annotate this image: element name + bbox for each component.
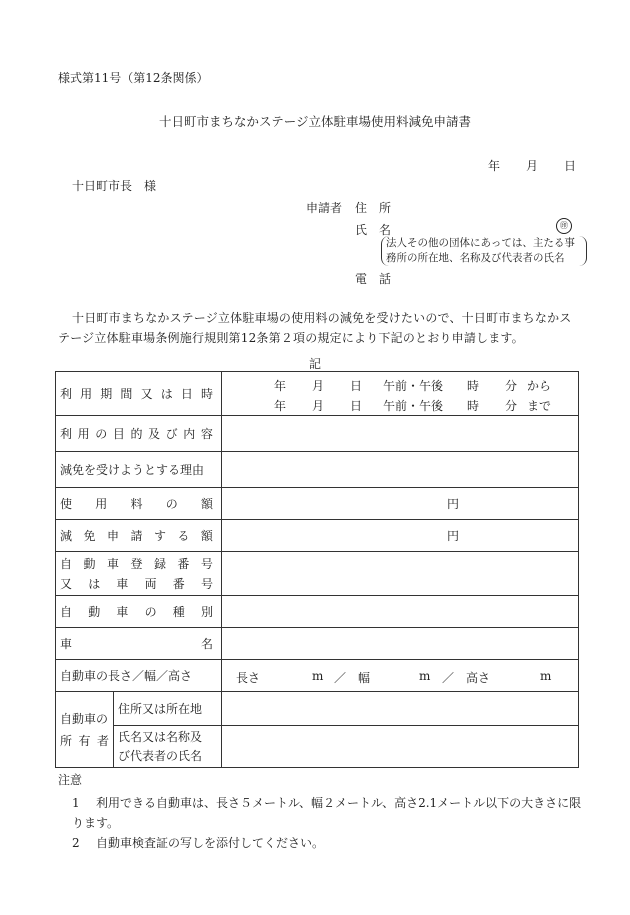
note-number: 2 bbox=[72, 836, 80, 850]
fee-label-cell bbox=[56, 488, 222, 520]
owner-name-label-line1: 氏名又は名称及 bbox=[118, 729, 203, 744]
period-minute-1: 分 bbox=[505, 378, 518, 393]
note-item-1 bbox=[72, 793, 582, 833]
period-minute-2: 分 bbox=[505, 398, 518, 413]
owner-address-label-cell bbox=[114, 692, 222, 726]
table-row bbox=[56, 596, 579, 628]
owner-label-line2: 所 有 者 bbox=[60, 733, 109, 748]
period-hour-2: 時 bbox=[467, 398, 480, 413]
application-table bbox=[55, 371, 579, 768]
car-name-label-cell bbox=[56, 628, 222, 660]
reduction-label-cell bbox=[56, 520, 222, 552]
table-row bbox=[56, 488, 579, 520]
size-label: 自動車の長さ／幅／高さ bbox=[60, 669, 193, 683]
period-from: から bbox=[527, 378, 552, 393]
reason-label-cell bbox=[56, 452, 222, 488]
period-label-cell bbox=[56, 372, 222, 416]
period-value-cell[interactable] bbox=[222, 372, 579, 416]
period-ampm-1: 午前・午後 bbox=[383, 378, 444, 393]
fee-value-cell[interactable] bbox=[222, 488, 579, 520]
seal-mark-icon: ㊞ bbox=[556, 218, 572, 234]
car-name-label: 車 名 bbox=[60, 637, 213, 651]
owner-name-value-cell[interactable] bbox=[222, 726, 579, 768]
size-label-cell bbox=[56, 660, 222, 692]
period-until: まで bbox=[527, 398, 552, 413]
owner-address-label: 住所又は所在地 bbox=[118, 702, 203, 716]
table-row bbox=[56, 692, 579, 726]
date-day: 日 bbox=[564, 159, 577, 173]
reason-label: 減免を受けようとする理由 bbox=[60, 463, 205, 477]
size-m3: m bbox=[540, 669, 552, 683]
note-text: 利用できる自動車は、長さ５メートル、幅２メートル、高さ2.1メートル以下の大きさに限ります。 bbox=[72, 796, 582, 830]
purpose-value-cell[interactable] bbox=[222, 416, 579, 452]
period-label: 利 用 期 間 又 は 日 時 bbox=[60, 387, 213, 401]
owner-name-label-cell bbox=[114, 726, 222, 768]
table-row bbox=[56, 628, 579, 660]
applicant-phone-label: 電 話 bbox=[355, 272, 392, 286]
reduction-unit: 円 bbox=[446, 529, 459, 543]
application-body-text: 十日町市まちなかステージ立体駐車場の使用料の減免を受けたいので、十日町市まちなかステージ立体駐車場条例施行規則第12条第２項の規定により下記のとおり申請します。 bbox=[58, 311, 572, 345]
note-text: 自動車検査証の写しを添付してください。 bbox=[96, 836, 325, 850]
applicant-label: 申請者 bbox=[306, 201, 343, 215]
table-row bbox=[56, 552, 579, 596]
reason-value-cell[interactable] bbox=[222, 452, 579, 488]
reduction-value-cell[interactable] bbox=[222, 520, 579, 552]
owner-name-label-line2: び代表者の氏名 bbox=[118, 748, 203, 763]
car-name-value-cell[interactable] bbox=[222, 628, 579, 660]
size-m1: m bbox=[312, 669, 324, 683]
reduction-label: 減 免 申 請 す る 額 bbox=[60, 529, 213, 543]
period-day-1: 日 bbox=[350, 378, 363, 393]
notes-title: 注意 bbox=[58, 773, 83, 787]
period-month-2: 月 bbox=[312, 398, 325, 413]
note-number: 1 bbox=[72, 796, 80, 810]
size-sep1: ／ bbox=[334, 671, 347, 685]
registration-label-line1: 自 動 車 登 録 番 号 bbox=[60, 556, 213, 571]
size-width-label: 幅 bbox=[358, 671, 371, 685]
table-row bbox=[56, 452, 579, 488]
purpose-label: 利 用 の 目 的 及 び 内 容 bbox=[60, 427, 213, 441]
size-length-label: 長さ bbox=[236, 671, 261, 685]
fee-unit: 円 bbox=[446, 497, 459, 511]
note-item-2 bbox=[72, 833, 582, 853]
owner-address-value-cell[interactable] bbox=[222, 692, 579, 726]
table-row bbox=[56, 416, 579, 452]
size-value-cell[interactable] bbox=[222, 660, 579, 692]
type-label-cell bbox=[56, 596, 222, 628]
date-month: 月 bbox=[526, 159, 539, 173]
owner-label-cell bbox=[56, 692, 114, 768]
registration-label-cell bbox=[56, 552, 222, 596]
period-month-1: 月 bbox=[312, 378, 325, 393]
period-day-2: 日 bbox=[350, 398, 363, 413]
table-row bbox=[56, 726, 579, 768]
table-row bbox=[56, 372, 579, 416]
registration-value-cell[interactable] bbox=[222, 552, 579, 596]
size-sep2: ／ bbox=[442, 671, 455, 685]
period-year-1: 年 bbox=[274, 378, 287, 393]
period-hour-1: 時 bbox=[467, 378, 480, 393]
table-row bbox=[56, 520, 579, 552]
table-row bbox=[56, 660, 579, 692]
period-year-2: 年 bbox=[274, 398, 287, 413]
purpose-label-cell bbox=[56, 416, 222, 452]
period-ampm-2: 午前・午後 bbox=[383, 398, 444, 413]
type-value-cell[interactable] bbox=[222, 596, 579, 628]
date-year: 年 bbox=[488, 159, 501, 173]
addressee: 十日町市長 様 bbox=[72, 179, 157, 193]
size-m2: m bbox=[419, 669, 431, 683]
owner-label-line1: 自動車の bbox=[60, 711, 109, 726]
ki-marker: 記 bbox=[308, 357, 321, 371]
fee-label: 使 用 料 の 額 bbox=[60, 497, 213, 511]
form-number-label: 様式第11号（第12条関係） bbox=[58, 71, 209, 85]
group-note: 法人その他の団体にあっては、主たる事務所の所在地、名称及び代表者の氏名 bbox=[381, 236, 587, 266]
document-title: 十日町市まちなかステージ立体駐車場使用料減免申請書 bbox=[158, 114, 471, 129]
applicant-name-label: 氏 名 bbox=[355, 223, 392, 237]
type-label: 自 動 車 の 種 別 bbox=[60, 605, 213, 619]
applicant-address-label: 住 所 bbox=[355, 201, 392, 215]
size-height-label: 高さ bbox=[466, 671, 491, 685]
registration-label-line2: 又 は 車 両 番 号 bbox=[60, 576, 213, 591]
